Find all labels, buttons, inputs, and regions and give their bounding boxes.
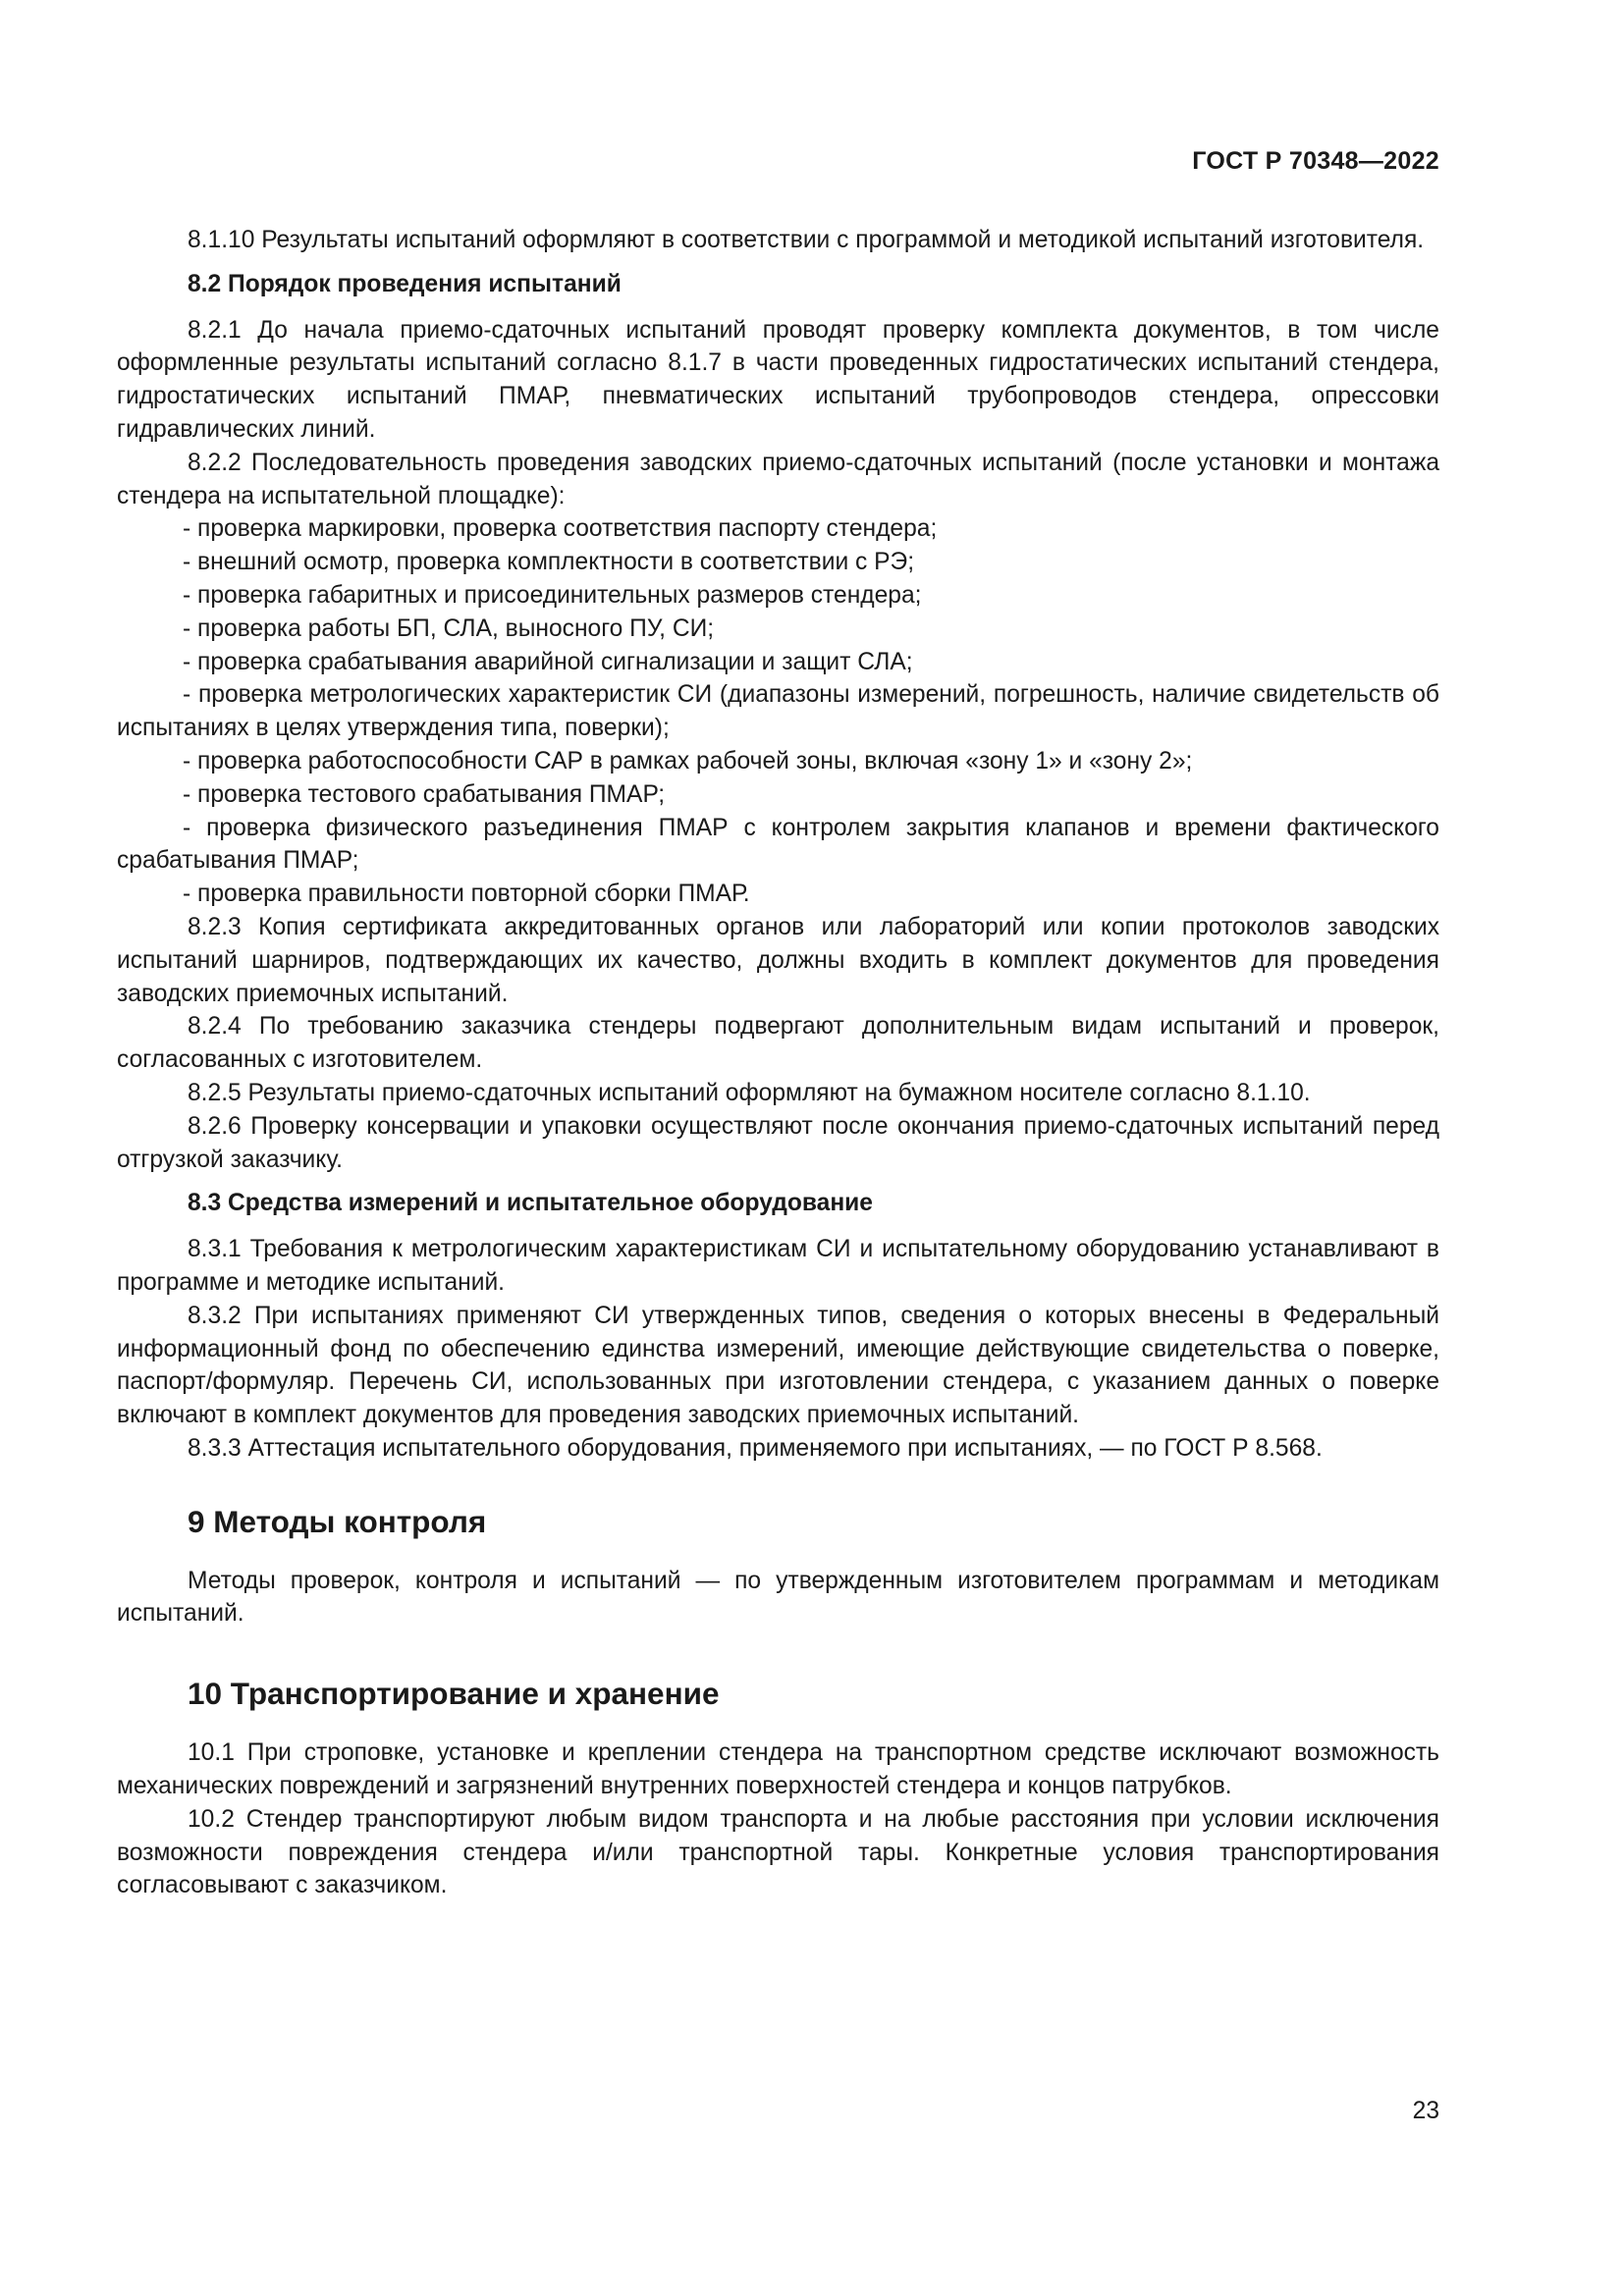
list-item: - проверка физического разъединения ПМАР с контролем закрытия клапанов и времени фактического срабатывания ПМАР; — [117, 814, 1439, 875]
page-number: 23 — [1412, 2098, 1439, 2124]
paragraph-8-2-2: 8.2.2 Последовательность проведения заводских приемо-сдаточных испытаний (после установки и монтажа стендера на испытательной площадке): — [117, 449, 1439, 509]
page-content — [117, 224, 1439, 1902]
chapter-heading-9: 9 Методы контроля — [188, 1503, 487, 1539]
list-item: - проверка тестового срабатывания ПМАР; — [183, 780, 666, 808]
list-item: - проверка срабатывания аварийной сигнализации и защит СЛА; — [183, 648, 913, 675]
section-heading-8-3: 8.3 Средства измерений и испытательное оборудование — [188, 1190, 873, 1217]
list-item: - проверка маркировки, проверка соответствия паспорту стендера; — [183, 515, 938, 543]
paragraph-10-1: 10.1 При строповке, установке и креплении стендера на транспортном средстве исключают возможность механических повреждений и загрязнений внутренних поверхностей стендера и концов патрубков. — [117, 1739, 1439, 1800]
paragraph-8-2-3: 8.2.3 Копия сертификата аккредитованных органов или лабораторий или копии протоколов заводских испытаний шарниров, подтверждающих их качество, должны входить в комплект документов для проведения заводских приемочных испытаний. — [117, 913, 1439, 1007]
list-item: - проверка габаритных и присоединительных размеров стендера; — [183, 581, 922, 609]
document-code: ГОСТ Р 70348—2022 — [1192, 147, 1439, 175]
paragraph-9: Методы проверок, контроля и испытаний — по утвержденным изготовителем программам и методикам испытаний. — [117, 1567, 1439, 1628]
check-list — [117, 512, 1439, 911]
section-heading-8-2: 8.2 Порядок проведения испытаний — [188, 270, 622, 297]
list-item: - проверка правильности повторной сборки ПМАР. — [183, 881, 750, 908]
paragraph-8-2-4: 8.2.4 По требованию заказчика стендеры подвергают дополнительным видам испытаний и проверок, согласованных с изготовителем. — [117, 1013, 1439, 1074]
list-item: - внешний осмотр, проверка комплектности в соответствии с РЭ; — [183, 549, 915, 576]
paragraph-8-2-5: 8.2.5 Результаты приемо-сдаточных испытаний оформляют на бумажном носителе согласно 8.1.10. — [188, 1079, 1311, 1106]
paragraph-8-3-1: 8.3.1 Требования к метрологическим характеристикам СИ и испытательному оборудованию устанавливают в программе и методике испытаний. — [117, 1236, 1439, 1296]
paragraph-8-1-10: 8.1.10 Результаты испытаний оформляют в соответствии с программой и методикой испытаний изготовителя. — [188, 227, 1425, 253]
paragraph-8-2-1: 8.2.1 До начала приемо-сдаточных испытаний проводят проверку комплекта документов, в том числе оформленные результаты испытаний согласно 8.1.7 в части проведенных гидростатических испытаний стендера, гидростатических испытаний ПМАР, пневматических испытаний трубопроводов стендера, опрессовки гидравлических линий. — [117, 316, 1439, 443]
list-item: - проверка работы БП, СЛА, выносного ПУ, СИ; — [183, 614, 715, 642]
paragraph-10-2: 10.2 Стендер транспортируют любым видом транспорта и на любые расстояния при условии исключения возможности повреждения стендера и/или транспортной тары. Конкретные условия транспортирования согласовывают с заказчиком. — [117, 1805, 1439, 1899]
paragraph-8-3-2: 8.3.2 При испытаниях применяют СИ утвержденных типов, сведения о которых внесены в Федеральный информационный фонд по обеспечению единства измерений, имеющие действующие свидетельства о поверке, паспорт/формуляр. Перечень СИ, использованных при изготовлении стендера, с указанием данных о поверке включают в комплект документов для проведения заводских приемочных испытаний. — [117, 1302, 1439, 1429]
paragraph-8-2-6: 8.2.6 Проверку консервации и упаковки осуществляют после окончания приемо-сдаточных испытаний перед отгрузкой заказчику. — [117, 1112, 1439, 1173]
list-item: - проверка метрологических характеристик СИ (диапазоны измерений, погрешность, наличие свидетельств об испытаниях в целях утверждения типа, поверки); — [117, 681, 1439, 742]
list-item: - проверка работоспособности САР в рамках рабочей зоны, включая «зону 1» и «зону 2»; — [183, 747, 1193, 774]
chapter-heading-10: 10 Транспортирование и хранение — [188, 1676, 720, 1712]
paragraph-8-3-3: 8.3.3 Аттестация испытательного оборудования, применяемого при испытаниях, — по ГОСТ Р 8.568. — [188, 1434, 1323, 1462]
